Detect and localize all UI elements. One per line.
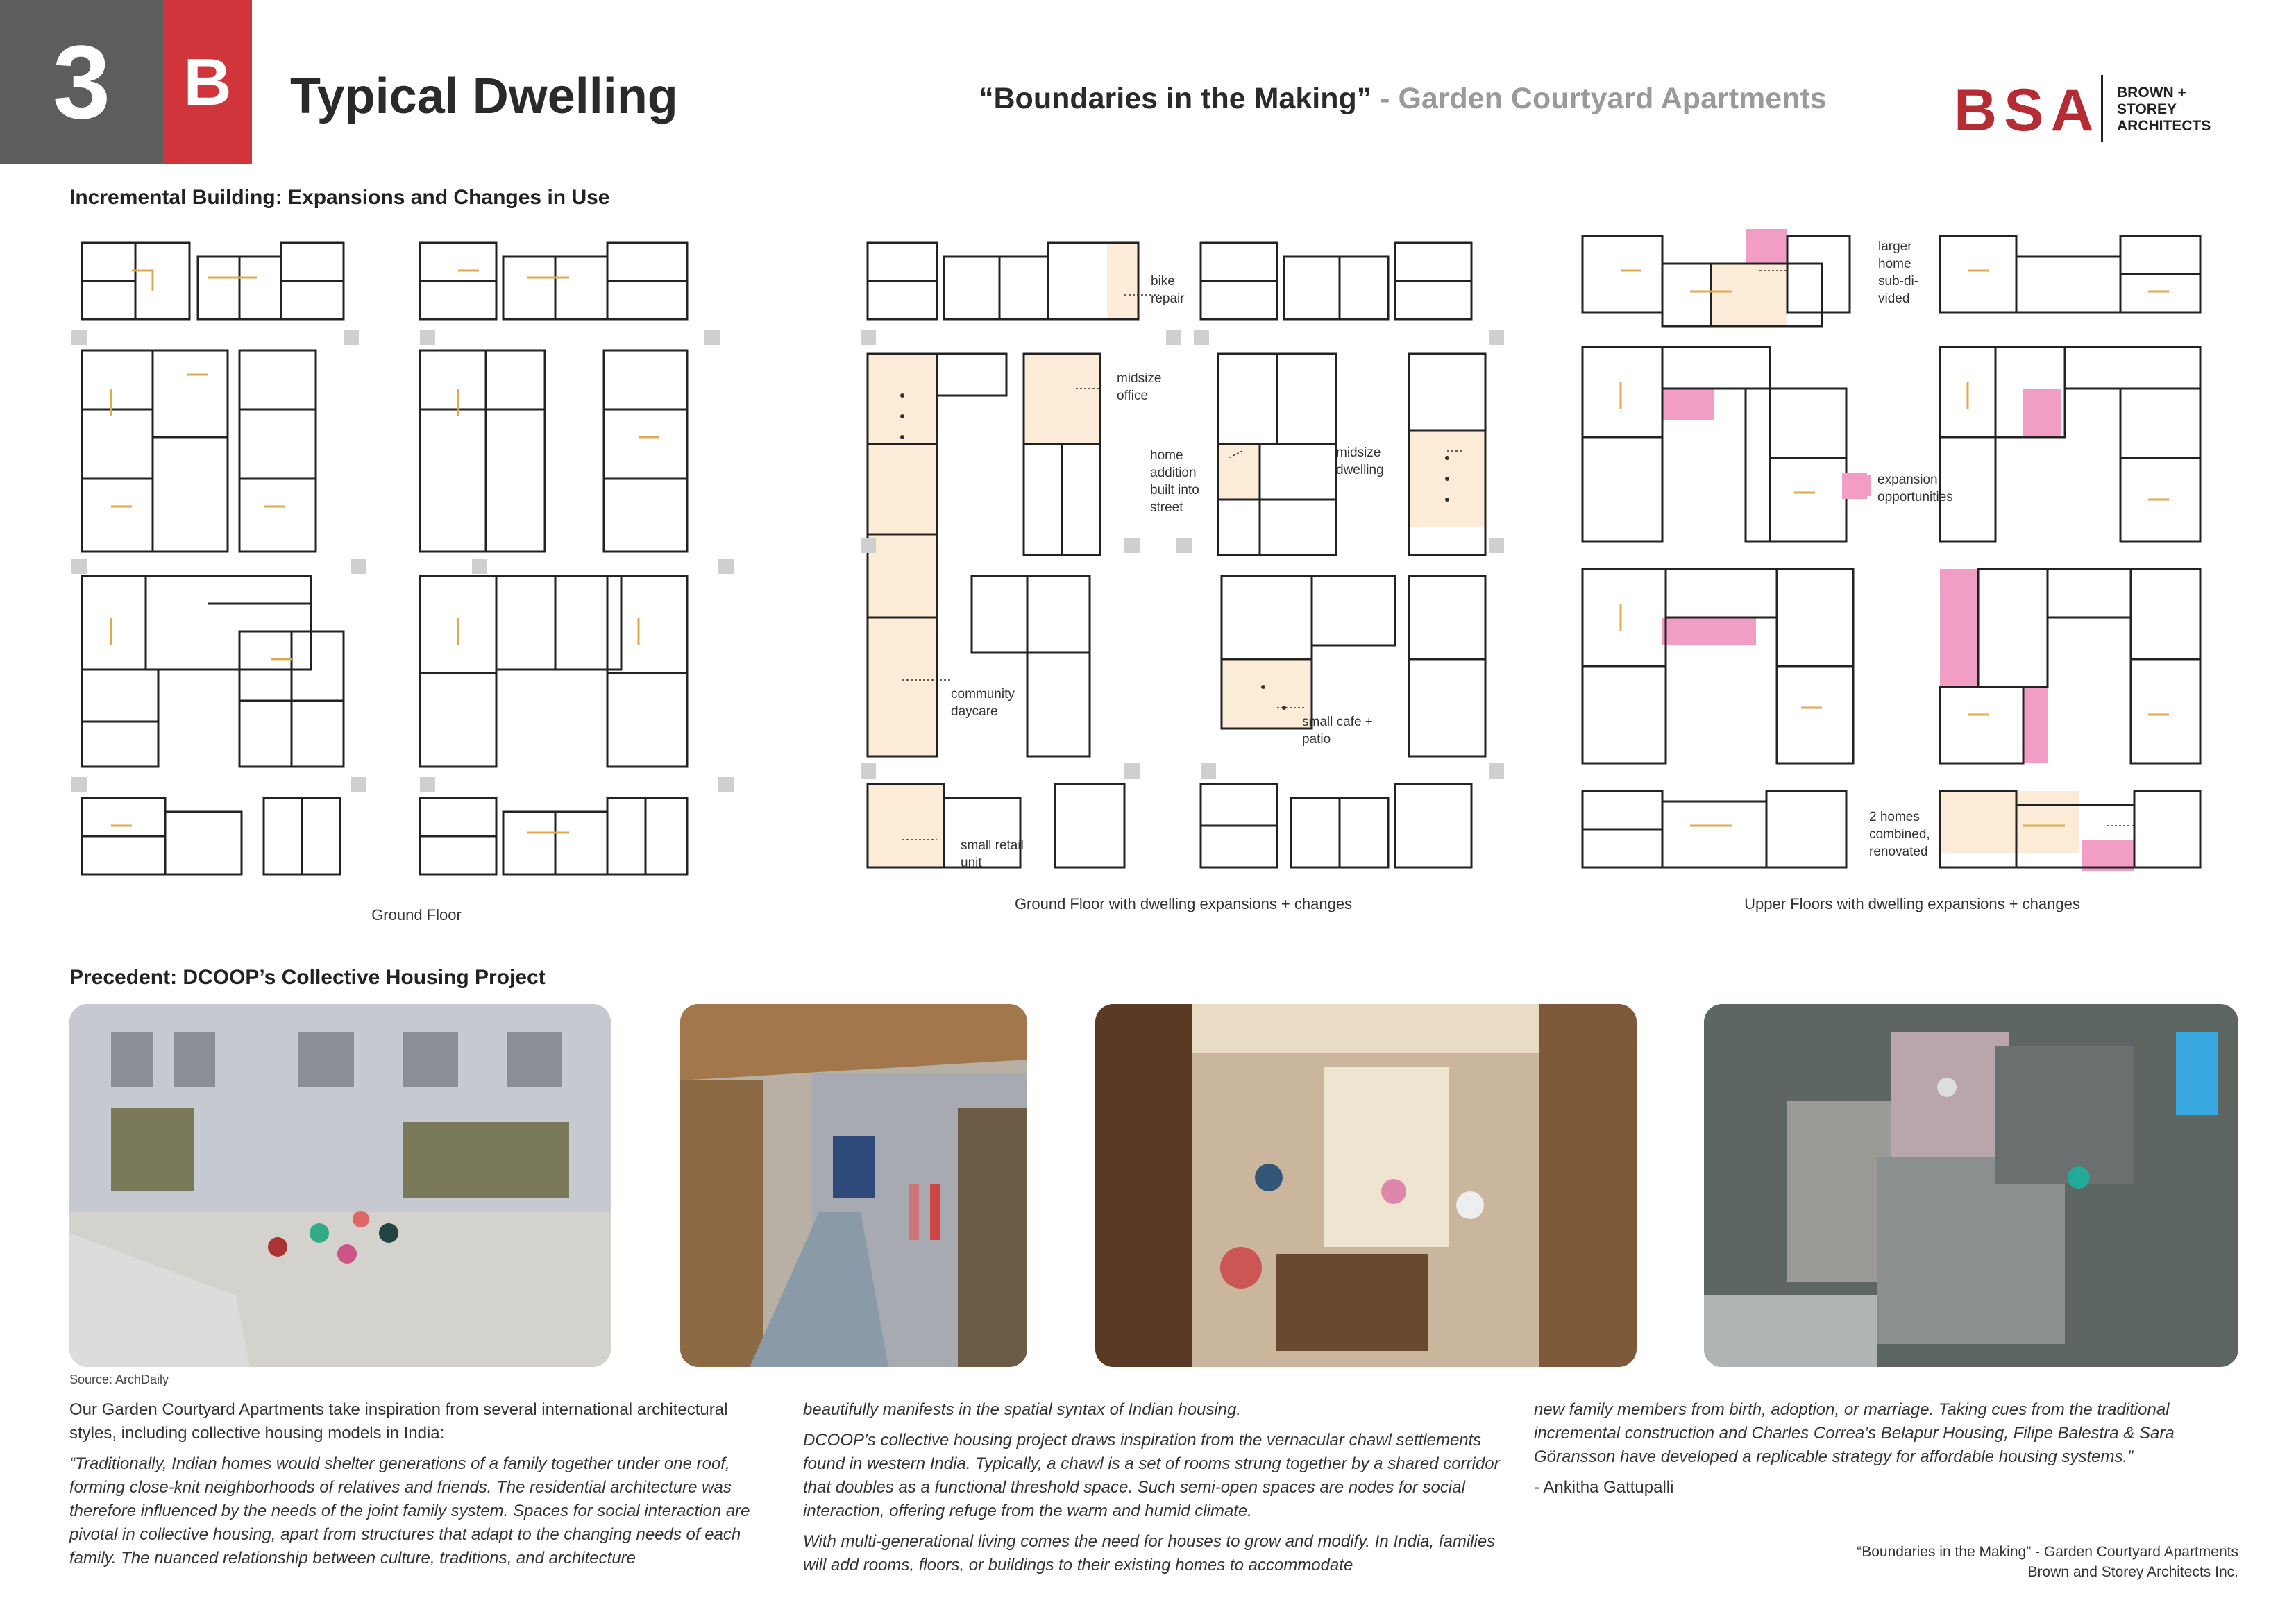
logo-line-1: BROWN + xyxy=(2117,85,2186,101)
quote-paragraph-5: new family members from birth, adoption, or marriage. Taking cues from the traditional incremental construction and Charles Correa’s Belapur Housing, Filipe Balestra & Sara Göransson have developed a replicable strategy for affordable housing systems.” xyxy=(1534,1400,2175,1466)
ann-line: bike xyxy=(1151,274,1175,289)
photo-corridor xyxy=(680,1004,1027,1367)
ann-line: street xyxy=(1150,500,1183,515)
ann-line: combined, xyxy=(1869,827,1930,842)
quote-paragraph-2: beautifully manifests in the spatial syntax of Indian housing. xyxy=(803,1400,1242,1419)
plan-ground-changes xyxy=(861,229,1506,881)
legend-expansion-swatch xyxy=(1842,473,1867,499)
section-heading-incremental: Incremental Building: Expansions and Changes in Use xyxy=(69,186,610,209)
photo-aerial-illustration xyxy=(1704,1004,2238,1367)
annotation-homes-combined xyxy=(1869,808,1930,860)
caption-upper-changes: Upper Floors with dwelling expansions + changes xyxy=(1744,895,2080,912)
caption-ground-floor: Ground Floor xyxy=(371,906,462,924)
annotation-small-retail xyxy=(961,837,1024,872)
photo-interior xyxy=(1095,1004,1637,1367)
ann-line: dwelling xyxy=(1336,463,1384,477)
ann-line: unit xyxy=(961,856,982,870)
ann-line: community xyxy=(951,687,1015,702)
annotation-midsize-dwelling xyxy=(1336,444,1384,479)
footer-credit xyxy=(1666,1542,2238,1582)
text-column-3 xyxy=(1534,1398,2235,1506)
ann-line: larger xyxy=(1878,239,1912,254)
ann-line: home xyxy=(1150,448,1183,463)
bsa-logo-mark: BSA xyxy=(1954,77,2101,144)
section-heading-precedent: Precedent: DCOOP’s Collective Housing Project xyxy=(69,966,546,989)
page-title: Typical Dwelling xyxy=(290,69,678,124)
ann-line: midsize xyxy=(1117,371,1162,386)
annotation-expansion-opportunities xyxy=(1877,471,1953,506)
photo-courtyard xyxy=(69,1004,611,1367)
photo-courtyard-illustration xyxy=(69,1004,611,1367)
caption-ground-changes: Ground Floor with dwelling expansions + changes xyxy=(1014,895,1353,912)
plan-upper-changes-drawing xyxy=(1579,229,2245,881)
logo-wordmark xyxy=(2117,85,2256,135)
ann-line: office xyxy=(1117,389,1149,403)
sheet-number: 3 xyxy=(0,0,163,164)
ann-line: home xyxy=(1878,257,1911,271)
ann-line: expansion xyxy=(1877,473,1938,487)
annotation-bike-repair xyxy=(1151,273,1185,307)
ann-line: addition xyxy=(1150,466,1197,480)
quote-author: - Ankitha Gattupalli xyxy=(1534,1478,1674,1497)
text-column-2 xyxy=(803,1398,1504,1584)
annotation-community-daycare xyxy=(951,686,1015,720)
text-column-1 xyxy=(69,1398,770,1577)
intro-paragraph: Our Garden Courtyard Apartments take inspiration from several international architectural styles, including collective housing models in India: xyxy=(69,1400,728,1443)
subtitle-quote: “Boundaries in the Making” xyxy=(979,82,1372,115)
annotation-small-cafe xyxy=(1302,713,1373,748)
quote-paragraph-1: “Traditionally, Indian homes would shelter generations of a family together under one roof, forming close-knit neighborhoods of relatives and friends. The residential architecture was therefore influenced by the needs of the joint family system. Spaces for social interaction are pivotal in collective housing, apart from structures that adapt to the changing needs of each family. The nuanced relationship between culture, traditions, and architecture xyxy=(69,1454,750,1567)
project-subtitle xyxy=(979,82,1827,116)
ann-line: 2 homes xyxy=(1869,810,1920,824)
plan-ground-floor-drawing xyxy=(69,229,736,895)
ann-line: repair xyxy=(1151,291,1185,306)
plan-upper-changes xyxy=(1579,229,2245,881)
subtitle-project: - Garden Courtyard Apartments xyxy=(1371,82,1827,115)
ann-line: daycare xyxy=(951,704,998,719)
plan-ground-changes-drawing xyxy=(861,229,1506,881)
photo-source-credit: Source: ArchDaily xyxy=(69,1373,169,1386)
ann-line: sub-di- xyxy=(1878,274,1919,289)
quote-paragraph-3: DCOOP’s collective housing project draws inspiration from the vernacular chawl settlements found in western India. Typically, a chawl is a set of rooms strung together by a shared corridor that doubles as a functional threshold space. Such semi-open spaces are nodes for social interaction, offering refuge from the warm and humid climate. xyxy=(803,1431,1500,1520)
ann-line: built into xyxy=(1150,483,1199,498)
ann-line: patio xyxy=(1302,732,1331,747)
ann-line: opportunities xyxy=(1877,490,1953,504)
ann-line: renovated xyxy=(1869,844,1928,859)
ann-line: small retail xyxy=(961,838,1024,853)
photo-interior-illustration xyxy=(1095,1004,1637,1367)
photo-corridor-illustration xyxy=(680,1004,1027,1367)
photo-aerial xyxy=(1704,1004,2238,1367)
logo-divider xyxy=(2101,75,2103,142)
footer-line-1: “Boundaries in the Making” - Garden Courtyard Apartments xyxy=(1857,1544,2238,1560)
footer-line-2: Brown and Storey Architects Inc. xyxy=(2027,1564,2238,1580)
quote-paragraph-4: With multi-generational living comes the need for houses to grow and modify. In India, families will add rooms, floors, or buildings to their existing homes to accommodate xyxy=(803,1532,1496,1574)
annotation-home-addition xyxy=(1150,447,1199,516)
ann-line: vided xyxy=(1878,291,1910,306)
logo-line-3: ARCHITECTS xyxy=(2117,118,2211,134)
plan-ground-floor xyxy=(69,229,736,895)
annotation-larger-home xyxy=(1878,238,1918,307)
logo-line-2: STOREY xyxy=(2117,101,2177,117)
annotation-midsize-office xyxy=(1117,370,1161,405)
ann-line: midsize xyxy=(1336,445,1381,460)
ann-line: small cafe + xyxy=(1302,715,1373,729)
sheet-letter: B xyxy=(163,0,252,164)
